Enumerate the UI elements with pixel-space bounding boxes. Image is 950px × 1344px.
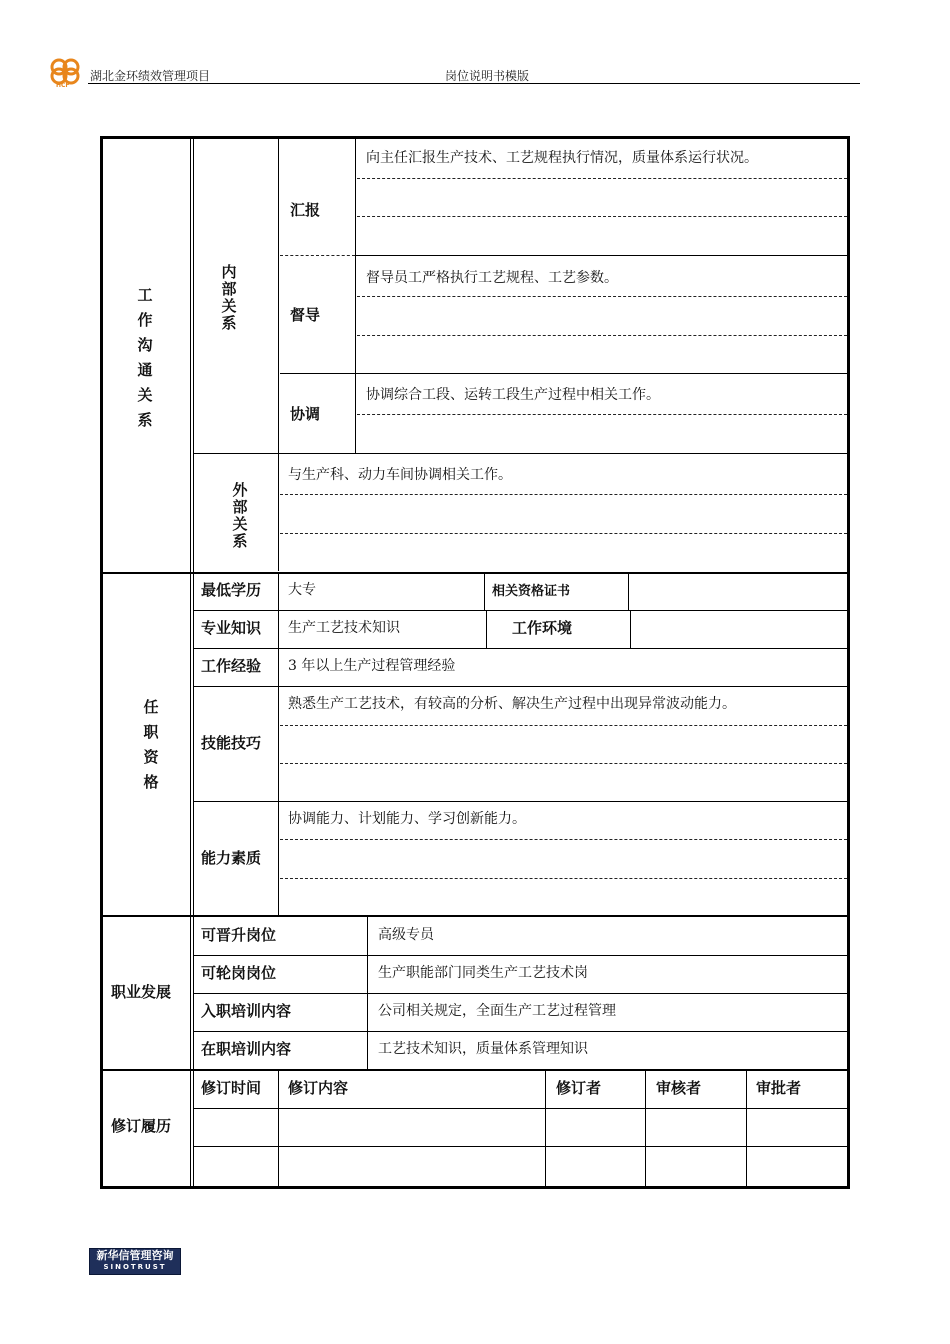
revision-col-approver: 审批者 <box>756 1079 802 1097</box>
external-relation-text: 外部关系 <box>232 481 248 550</box>
section-qualification-text: 任职资格 <box>143 698 159 791</box>
header-rule <box>88 83 860 84</box>
header-project: 湖北金环绩效管理项目 <box>90 69 211 83</box>
footer-brand-cn: 新华信管理咨询 <box>96 1249 174 1262</box>
internal-relation-text: 内部关系 <box>221 263 237 332</box>
revision-col-author: 修订者 <box>556 1079 602 1097</box>
header-doc-title: 岗位说明书模版 <box>445 69 530 83</box>
coordinate-text: 协调综合工段、运转工段生产过程中相关工作。 <box>366 387 660 403</box>
section-revision-label: 修订履历 <box>111 1117 172 1135</box>
section-career-label: 职业发展 <box>111 983 172 1001</box>
skill-label: 技能技巧 <box>201 734 262 752</box>
career-label-1: 可轮岗岗位 <box>201 964 277 982</box>
career-label-0: 可晋升岗位 <box>201 926 277 944</box>
external-text: 与生产科、动力车间协调相关工作。 <box>288 467 512 483</box>
ability-label: 能力素质 <box>201 849 262 867</box>
section-qualification-label <box>136 695 166 795</box>
skill-value: 熟悉生产工艺技术，有较高的分析、解决生产过程中出现异常波动能力。 <box>288 696 736 712</box>
company-logo <box>46 55 84 91</box>
report-text: 向主任汇报生产技术、工艺规程执行情况，质量体系运行状况。 <box>366 150 758 166</box>
career-label-3: 在职培训内容 <box>201 1040 292 1058</box>
section-communication-label <box>130 283 160 433</box>
footer-logo <box>89 1248 181 1275</box>
revision-col-time: 修订时间 <box>201 1079 262 1097</box>
knowledge-label: 专业知识 <box>201 619 262 637</box>
env-label: 工作环境 <box>512 619 573 637</box>
career-value-1: 生产职能部门同类生产工艺技术岗 <box>378 965 588 981</box>
internal-relation-label <box>219 264 239 332</box>
logo-text: HCF <box>56 82 70 89</box>
supervise-text: 督导员工严格执行工艺规程、工艺参数。 <box>366 270 618 286</box>
coordinate-label: 协调 <box>290 405 321 423</box>
footer-brand-en: SINOTRUST <box>103 1263 167 1271</box>
career-value-3: 工艺技术知识，质量体系管理知识 <box>378 1041 588 1057</box>
cert-label: 相关资格证书 <box>492 584 571 599</box>
career-label-2: 入职培训内容 <box>201 1002 292 1020</box>
exp-value: 3 年以上生产过程管理经验 <box>288 658 456 674</box>
career-value-0: 高级专员 <box>378 927 434 943</box>
ability-value: 协调能力、计划能力、学习创新能力。 <box>288 811 526 827</box>
edu-label: 最低学历 <box>201 581 262 599</box>
revision-col-content: 修订内容 <box>288 1079 349 1097</box>
exp-label: 工作经验 <box>201 657 262 675</box>
section-communication-text: 工作沟通关系 <box>137 286 153 429</box>
report-label: 汇报 <box>290 201 321 219</box>
supervise-label: 督导 <box>290 306 321 324</box>
revision-col-reviewer: 审核者 <box>656 1079 702 1097</box>
external-relation-label <box>230 482 250 550</box>
career-value-2: 公司相关规定，全面生产工艺过程管理 <box>378 1003 616 1019</box>
knowledge-value: 生产工艺技术知识 <box>288 620 400 636</box>
edu-value: 大专 <box>288 582 316 598</box>
